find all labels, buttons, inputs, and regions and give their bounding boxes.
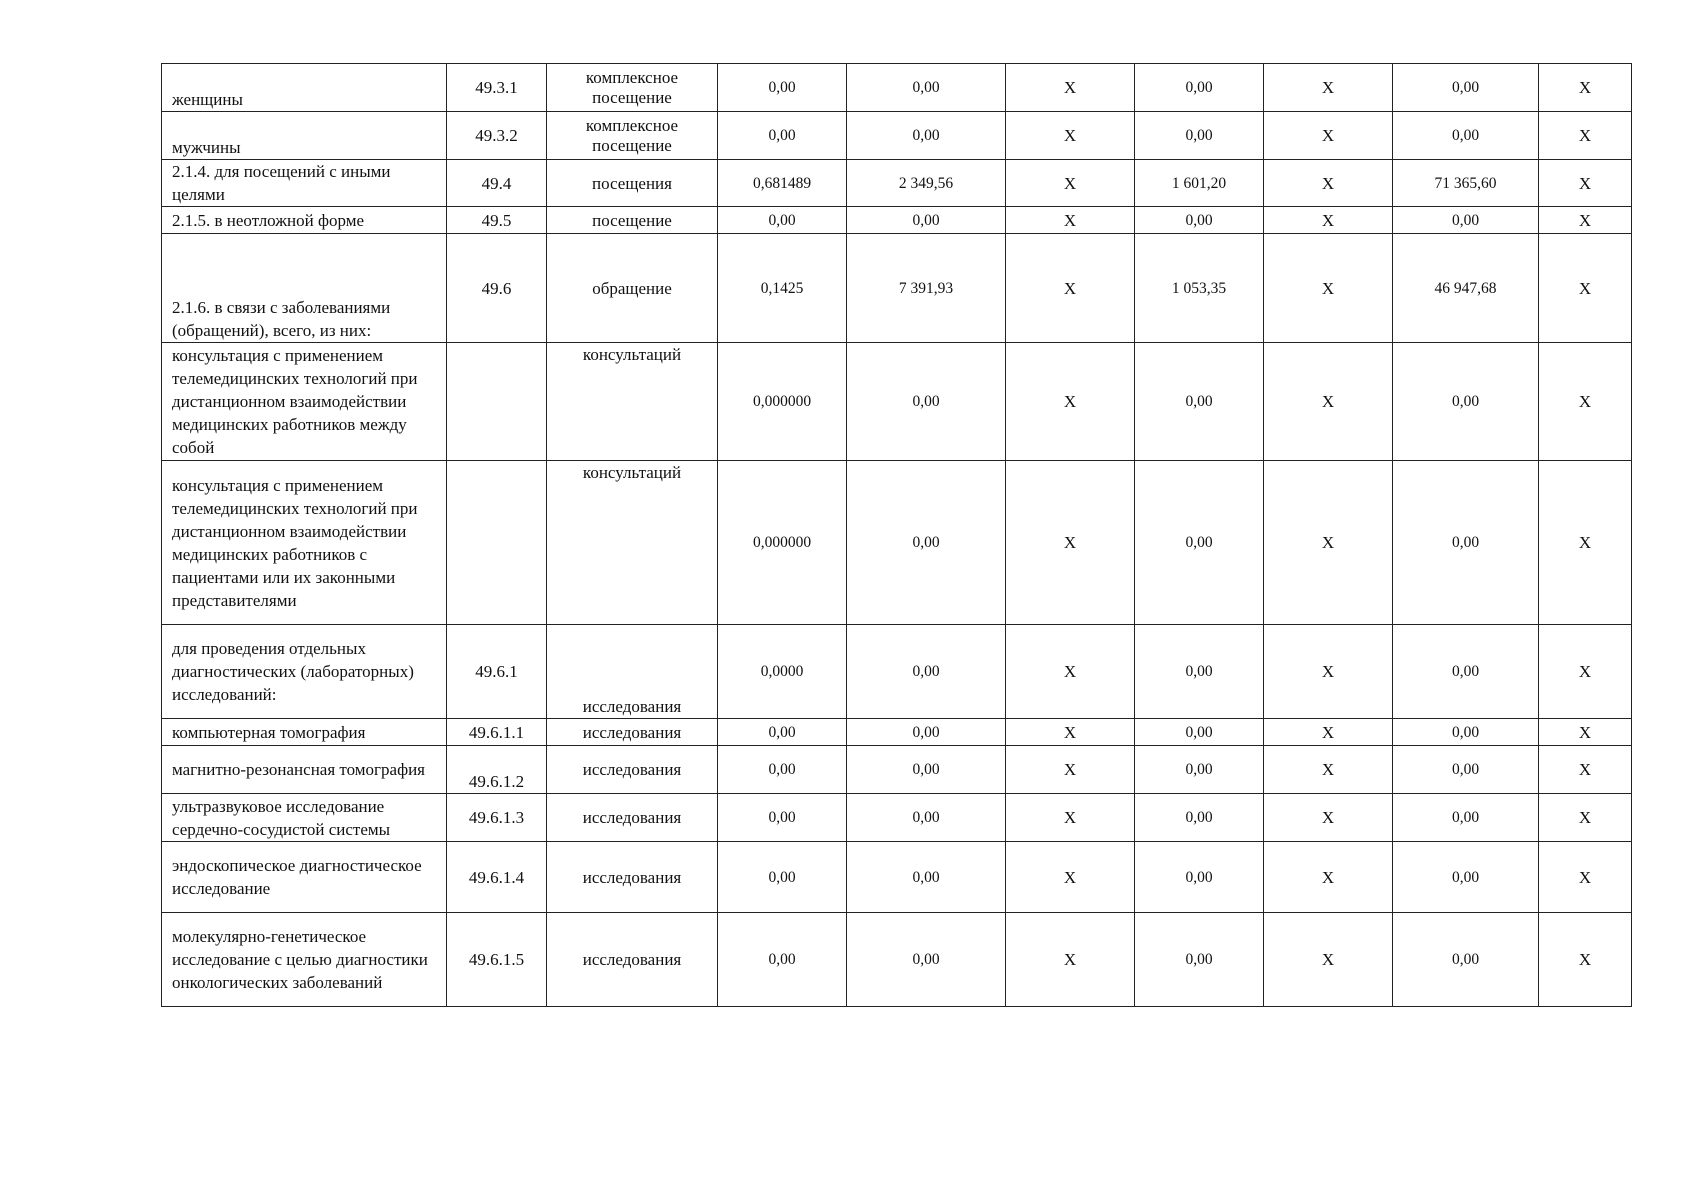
table-row: [162, 746, 1632, 794]
row-code: 49.6: [447, 234, 547, 343]
row-code: 49.5: [447, 207, 547, 234]
row-unit: исследования: [547, 794, 718, 842]
row-value: 0,00: [1393, 746, 1539, 794]
row-value: 0,00: [847, 461, 1006, 625]
row-unit: посещения: [547, 160, 718, 207]
row-x-mark: X: [1006, 719, 1135, 746]
table-row: [162, 625, 1632, 719]
row-value: 0,00: [1135, 625, 1264, 719]
row-value: 0,00: [1135, 64, 1264, 112]
table-row: [162, 234, 1632, 343]
row-value: 0,0000: [718, 625, 847, 719]
row-value: 0,00: [847, 112, 1006, 160]
row-value: 0,00: [718, 64, 847, 112]
row-value: 0,00: [1393, 719, 1539, 746]
row-value: 0,00: [1393, 461, 1539, 625]
row-value: 0,00: [1393, 343, 1539, 461]
row-code: 49.6.1.1: [447, 719, 547, 746]
row-x-mark: X: [1539, 343, 1632, 461]
row-value: 0,00: [847, 842, 1006, 913]
row-x-mark: X: [1006, 842, 1135, 913]
row-x-mark: X: [1006, 234, 1135, 343]
row-x-mark: X: [1539, 461, 1632, 625]
row-code: 49.6.1.4: [447, 842, 547, 913]
row-x-mark: X: [1264, 234, 1393, 343]
row-x-mark: X: [1539, 794, 1632, 842]
table-row: [162, 160, 1632, 207]
row-x-mark: X: [1264, 625, 1393, 719]
row-value: 0,00: [1135, 746, 1264, 794]
row-unit: исследования: [547, 913, 718, 1007]
row-value: 0,00: [718, 746, 847, 794]
row-value: 0,00: [1135, 207, 1264, 234]
row-x-mark: X: [1539, 913, 1632, 1007]
row-value: 0,00: [1135, 112, 1264, 160]
row-x-mark: X: [1264, 207, 1393, 234]
row-unit-text: комплексное посещение: [585, 115, 679, 155]
row-x-mark: X: [1539, 625, 1632, 719]
row-value: 0,00: [1393, 112, 1539, 160]
row-x-mark: X: [1264, 746, 1393, 794]
row-code: 49.6.1.3: [447, 794, 547, 842]
table-row: [162, 794, 1632, 842]
row-value: 1 601,20: [1135, 160, 1264, 207]
row-name: для проведения отдельных диагностических (лабораторных) исследований:: [162, 625, 447, 719]
row-value: 46 947,68: [1393, 234, 1539, 343]
row-value: 0,00: [1135, 343, 1264, 461]
row-value: 0,00: [718, 719, 847, 746]
row-x-mark: X: [1539, 234, 1632, 343]
row-x-mark: X: [1264, 343, 1393, 461]
row-x-mark: X: [1006, 746, 1135, 794]
row-unit: исследования: [547, 746, 718, 794]
row-value: 0,00: [847, 794, 1006, 842]
row-x-mark: X: [1006, 343, 1135, 461]
row-value: 0,00: [1393, 842, 1539, 913]
row-name: компьютерная томография: [162, 719, 447, 746]
row-code: 49.4: [447, 160, 547, 207]
row-code: 49.6.1.5: [447, 913, 547, 1007]
table-row: [162, 461, 1632, 625]
row-value: 0,681489: [718, 160, 847, 207]
row-x-mark: X: [1006, 461, 1135, 625]
row-name: эндоскопическое диагностическое исследование: [162, 842, 447, 913]
row-x-mark: X: [1264, 794, 1393, 842]
row-value: 0,1425: [718, 234, 847, 343]
row-unit: обращение: [547, 234, 718, 343]
row-value: 71 365,60: [1393, 160, 1539, 207]
table-row: [162, 913, 1632, 1007]
row-value: 0,00: [847, 719, 1006, 746]
row-value: 0,00: [847, 913, 1006, 1007]
row-x-mark: X: [1539, 112, 1632, 160]
row-value: 0,00: [1135, 461, 1264, 625]
row-name: ультразвуковое исследование сердечно-сосудистой системы: [162, 794, 447, 842]
table-row: [162, 719, 1632, 746]
row-x-mark: X: [1539, 207, 1632, 234]
row-x-mark: X: [1264, 913, 1393, 1007]
row-x-mark: X: [1539, 746, 1632, 794]
table-row: [162, 842, 1632, 913]
row-unit: [547, 64, 718, 112]
row-x-mark: X: [1539, 64, 1632, 112]
row-value: 0,00: [1393, 794, 1539, 842]
row-value: 1 053,35: [1135, 234, 1264, 343]
row-value: 0,00: [718, 794, 847, 842]
row-name: 2.1.4. для посещений с иными целями: [162, 160, 447, 207]
row-x-mark: X: [1264, 842, 1393, 913]
row-value: 0,00: [847, 625, 1006, 719]
row-value: 2 349,56: [847, 160, 1006, 207]
row-name: мужчины: [162, 112, 447, 160]
row-name: женщины: [162, 64, 447, 112]
row-code: 49.3.2: [447, 112, 547, 160]
row-value: 0,000000: [718, 343, 847, 461]
row-value: 0,00: [1393, 913, 1539, 1007]
row-x-mark: X: [1006, 625, 1135, 719]
table-row: [162, 343, 1632, 461]
row-x-mark: X: [1264, 160, 1393, 207]
row-x-mark: X: [1006, 64, 1135, 112]
row-value: 0,00: [1393, 625, 1539, 719]
row-code: [447, 343, 547, 461]
row-code: 49.6.1.2: [447, 746, 547, 794]
row-value: 0,00: [847, 64, 1006, 112]
row-code: 49.3.1: [447, 64, 547, 112]
row-x-mark: X: [1006, 112, 1135, 160]
row-name: консультация с применением телемедицинских технологий при дистанционном взаимодействии медицинских работников с пациентами или их законными представителями: [162, 461, 447, 625]
row-code: 49.6.1: [447, 625, 547, 719]
row-x-mark: X: [1539, 160, 1632, 207]
row-value: 0,00: [1135, 719, 1264, 746]
row-name: консультация с применением телемедицинских технологий при дистанционном взаимодействии медицинских работников между собой: [162, 343, 447, 461]
row-x-mark: X: [1006, 207, 1135, 234]
row-value: 0,00: [718, 112, 847, 160]
row-name: 2.1.5. в неотложной форме: [162, 207, 447, 234]
row-value: 0,00: [1393, 64, 1539, 112]
row-x-mark: X: [1006, 160, 1135, 207]
row-value: 0,000000: [718, 461, 847, 625]
table-row: [162, 64, 1632, 112]
row-x-mark: X: [1264, 112, 1393, 160]
row-value: 0,00: [847, 207, 1006, 234]
row-x-mark: X: [1006, 913, 1135, 1007]
row-name: молекулярно-генетическое исследование с целью диагностики онкологических заболеваний: [162, 913, 447, 1007]
row-value: 0,00: [1135, 842, 1264, 913]
row-value: 0,00: [1393, 207, 1539, 234]
row-code: [447, 461, 547, 625]
row-value: 0,00: [847, 343, 1006, 461]
row-value: 0,00: [1135, 913, 1264, 1007]
row-unit: [547, 112, 718, 160]
row-unit: консультаций: [547, 343, 718, 461]
row-x-mark: X: [1006, 794, 1135, 842]
row-unit: консультаций: [547, 461, 718, 625]
row-unit-text: комплексное посещение: [585, 67, 679, 107]
row-x-mark: X: [1539, 719, 1632, 746]
row-value: 0,00: [1135, 794, 1264, 842]
row-unit: исследования: [547, 719, 718, 746]
row-x-mark: X: [1264, 719, 1393, 746]
row-value: 0,00: [847, 746, 1006, 794]
row-unit: исследования: [547, 842, 718, 913]
table-row: [162, 112, 1632, 160]
financing-table: [161, 63, 1632, 1007]
row-x-mark: X: [1539, 842, 1632, 913]
row-unit: исследования: [547, 625, 718, 719]
row-value: 0,00: [718, 207, 847, 234]
row-value: 0,00: [718, 842, 847, 913]
row-x-mark: X: [1264, 64, 1393, 112]
row-x-mark: X: [1264, 461, 1393, 625]
row-unit: посещение: [547, 207, 718, 234]
row-name: 2.1.6. в связи с заболеваниями (обращений), всего, из них:: [162, 234, 447, 343]
row-value: 7 391,93: [847, 234, 1006, 343]
row-name: магнитно-резонансная томография: [162, 746, 447, 794]
row-value: 0,00: [718, 913, 847, 1007]
table-row: [162, 207, 1632, 234]
